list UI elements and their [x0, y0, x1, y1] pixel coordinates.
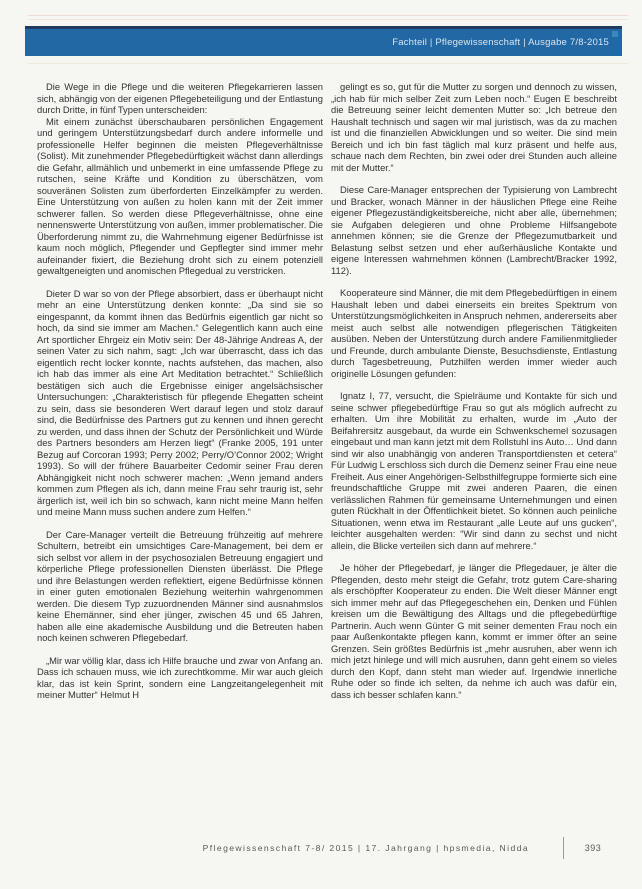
- scan-artifact-line: [28, 15, 628, 16]
- header-title: Fachteil | Pflegewissenschaft | Ausgabe 7/8-2015: [392, 37, 609, 48]
- footer-journal-line: Pflegewissenschaft 7-8/ 2015 | 17. Jahrgang | hpsmedia, Nidda: [202, 843, 529, 853]
- page-number: 393: [584, 843, 602, 853]
- paragraph: Dieter D war so von der Pflege absorbiert, dass er überhaupt nicht mehr an eine Unterstützung denken konnte: „Da sind sie so eingespannt, da kommt ihnen das Bedürfnis eigentlich gar nicht so hoch, da sind sie immer am Machen.“ Gelegentlich kann auch eine Art sportlicher Ehrgeiz ein Motiv sein: Der 48-Jährige Andreas A, der seinen Vater zu sich nahm, sagt: „Ich war überrascht, dass ich das eigentlich recht locker konnte, nachts aufstehen, das machen, also ich hab das immer als eine Art Meditation betrachtet.“ Schließlich bestätigen sich auch die Ergebnisse einiger angelsächsischer Untersuchungen: „Charakteristisch für pflegende Ehegatten scheint zu sein, dass sie besonderen Wert darauf legen und stolz darauf sind, die Bedürfnisse des Partners gut zu kennen und ihnen gerecht zu werden, und dass ihnen der Schutz der Persönlichkeit und Würde des Partners besonders am Herzen liegt“ (Franke 2005, 191 unter Bezug auf Corcoran 1993; Perry 2002; Perry/O’Connor 2002; Wright 1993). So will der frühere Bauarbeiter Cedomir seiner Frau deren Abhängigkeit nicht noch schwerer machen: „Wenn jemand anders kommen zum Pflegen als ich, dann meine Frau sehr traurig ist, sehr ärgerlich ist, weil ich bin so schwach, kann nicht meine Mann helfen und meine Mann muss suchen andere zum Helfen.“: [37, 287, 323, 517]
- paragraph: Mit einem zunächst überschaubaren persönlichen Engagement und geringem Unterstützungsbedarf durch andere informelle und professionelle Helfer beginnen die meisten Pflegeverhältnisse (Solist). Mit zunehmender Pflegebedürftigkeit wächst dann allerdings die Gefahr, allmählich und unbemerkt in eine umfassende Pflege zu rutschen, seine Kräfte und Kondition zu überschätzen, vom souveränen Solisten zum überforderten Einzelkämpfer zu werden. Eine Unterstützung von außen zu holen kann mit der Zeit immer schwerer fallen. So werden diese Pflegeverhältnisse, ohne eine nennenswerte Unterstützung von außen, immer problematischer. Die Überforderung nimmt zu, die Wahrnehmung eigener Bedürfnisse ist kaum noch möglich, Pflegender und Gepflegter sind immer mehr aufeinander fixiert, die Beziehung droht sich zu einem potenziell gewaltgeneigten und anomischen Pflegedual zu verstricken.: [37, 115, 323, 276]
- paragraph: „Mir war völlig klar, dass ich Hilfe brauche und zwar von Anfang an. Dass ich schauen muss, wie ich zurechtkomme. Mir war auch gleich klar, das ist kein Sprint, sondern eine Langzeitangelegenheit mit meiner Mutter“ Helmut H: [37, 654, 323, 700]
- page-footer: [37, 836, 622, 860]
- header-notch: [612, 31, 618, 37]
- article-body: [37, 81, 617, 833]
- column-right: [331, 81, 617, 833]
- paragraph: Der Care-Manager verteilt die Betreuung frühzeitig auf mehrere Schultern, betreibt ein umsichtiges Care-Management, bei dem er sich selbst vor allem in der psychosozialen Betreuung engagiert und körperliche Pflege professionellen Diensten überlässt. Die Pflege und ihre Belastungen werden reflektiert, eigene Bedürfnisse können in einer guten emotionalen Beziehung weiterhin wahrgenommen werden. Die diesem Typ zuzuordnenden Männer sind ausnahmslos keine Ehemänner, sind eher jünger, zwischen 45 und 65 Jahren, haben alle eine akademische Ausbildung und die Betreuten haben noch keinen schweren Pflegebedarf.: [37, 528, 323, 643]
- paragraph: Je höher der Pflegebedarf, je länger die Pflegedauer, je älter die Pflegenden, desto mehr steigt die Gefahr, trotz gutem Care-sharing als erschöpfter Kooperateur zu enden. Die Welt dieser Männer engt sich immer mehr auf das Pflegegeschehen ein, Denken und Fühlen kreisen um die Bewältigung des Alltags und die pflegebedürftige Partnerin. Auch wenn Günter G mit seiner dementen Frau noch ein paar Außenkontakte pflegen kann, kommt er immer öfter an seine Grenzen. Sein größtes Bedürfnis ist „mehr ausruhen, aber wenn ich mich jetzt hinlege und will mich ausruhen, dann geht einem so vieles durch den Kopf, dann steht man wieder auf. Irgendwie innerliche Ruhe oder so finde ich selten, da nehme ich auch was dafür ein, dass ich besser schlafen kann.“: [331, 562, 617, 700]
- paragraph: Die Wege in die Pflege und die weiteren Pflegekarrieren lassen sich, abhängig von der eigenen Pflegebeteiligung und der Entlastung durch Dritte, in fünf Typen unterscheiden:: [37, 81, 323, 115]
- scan-artifact-line: [28, 19, 628, 20]
- paragraph: Ignatz I, 77, versucht, die Spielräume und Kontakte für sich und seine schwer pflegebedürftige Frau so gut als möglich aufrecht zu erhalten. Um ihre Mobilität zu erhalten, wurde im „Auto der Beifahrersitz ausgebaut, da wurde ein Schwenkschemel sozusagen eingebaut und man kann jetzt mit dem Rollstuhl ins Auto… Und dann sind wir also unabhängig von anderen Transportdiensten et cetera“ Für Ludwig L erschloss sich durch die Demenz seiner Frau eine neue Freiheit. Aus einer Angehörigen-Selbsthilfegruppe formierte sich eine freundschaftliche Gruppe mit zwei anderen Paaren, die einen verlässlichen Rahmen für gemeinsame Unternehmungen und einen guten Rückhalt in der Öffentlichkeit bietet. So können auch peinliche Situationen, wenn etwa im Restaurant „alle Leute auf uns gucken“, leichter ausgehalten werden: “Wir sind dann zu sechst und nicht allein, die Blicke verteilen sich dann auf mehrere.“: [331, 390, 617, 551]
- scan-artifact-line: [28, 63, 628, 64]
- column-left: [37, 81, 323, 833]
- header-bar: [25, 26, 622, 56]
- paragraph: Kooperateure sind Männer, die mit dem Pflegebedürftigen in einem Haushalt leben und dabei einerseits ein breites Spektrum von Unterstützungsmöglichkeiten in Anspruch nehmen, andererseits aber meist auch selbst alle notwendigen pflegerischen Tätigkeiten ausüben. Neben der Unterstützung durch andere Familienmitglieder und Freunde, durch ambulante Dienste, Besuchsdienste, Entlastung durch Tagesbetreuung, Putzhilfen werden immer wieder auch originelle Lösungen gefunden:: [331, 287, 617, 379]
- paragraph: gelingt es so, gut für die Mutter zu sorgen und dennoch zu wissen, „ich hab für mich selber Zeit zum Leben noch.“ Eugen E beschreibt die Betreuung seiner leicht dementen Mutter so: „Ich betreue den Haushalt technisch und sagen wir mal juristisch, was da zu machen ist und die finanziellen Abwicklungen und so weiter. Die sind mein Bereich und ich bin fast täglich mal kurz präsent und helfe aus, schaue nach dem Rechten, bin zwei oder drei Stunden auch alleine mit der Mutter.“: [331, 81, 617, 173]
- paragraph: Diese Care-Manager entsprechen der Typisierung von Lambrecht und Bracker, wonach Männer in der häuslichen Pflege eine Reihe eigener Pflegezuständigkeitsbereiche, nicht aber alle, übernehmen; sie Aufgaben delegieren und ohne Probleme Hilfsangebote annehmen können; sie die Grenze der Pflegezumutbarkeit und Belastung selbst setzen und eher außerhäusliche Kontakte und eigene Interessen wahrnehmen können (Lambrecht/Bracker 1992, 112).: [331, 184, 617, 276]
